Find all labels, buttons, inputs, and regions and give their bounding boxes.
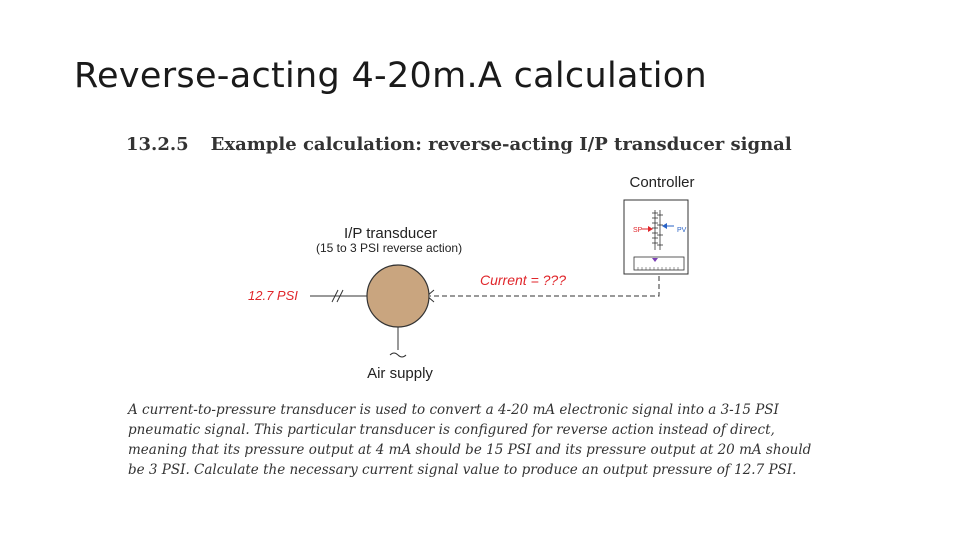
output-scale <box>634 257 684 270</box>
transducer-body <box>367 265 429 327</box>
problem-line: be 3 PSI. Calculate the necessary current signal value to produce an output pressure of 12.7 PSI. <box>128 462 797 478</box>
problem-line: pneumatic signal. This particular transducer is configured for reverse action instead of direct, <box>128 422 775 438</box>
problem-line: A current-to-pressure transducer is used to convert a 4-20 mA electronic signal into a 3-15 PSI <box>128 402 779 418</box>
problem-line: meaning that its pressure output at 4 mA should be 15 PSI and its pressure output at 20 mA should <box>128 442 812 458</box>
section-number: 13.2.5 <box>126 134 189 155</box>
problem-statement <box>128 400 828 480</box>
air-supply-tilde <box>390 353 406 357</box>
transducer-label: I/P transducer <box>344 225 438 242</box>
pv-label: PV <box>677 227 687 234</box>
controller-label: Controller <box>629 174 695 191</box>
output-pressure-label: 12.7 PSI <box>248 288 298 303</box>
air-supply-label: Air supply <box>367 365 433 382</box>
section-title: Example calculation: reverse-acting I/P transducer signal <box>210 134 792 155</box>
current-label: Current = ??? <box>480 272 566 288</box>
sp-label: SP <box>633 227 643 234</box>
transducer-sublabel: (15 to 3 PSI reverse action) <box>316 241 463 255</box>
slide-title: Reverse-acting 4-20m.A calculation <box>74 56 707 96</box>
